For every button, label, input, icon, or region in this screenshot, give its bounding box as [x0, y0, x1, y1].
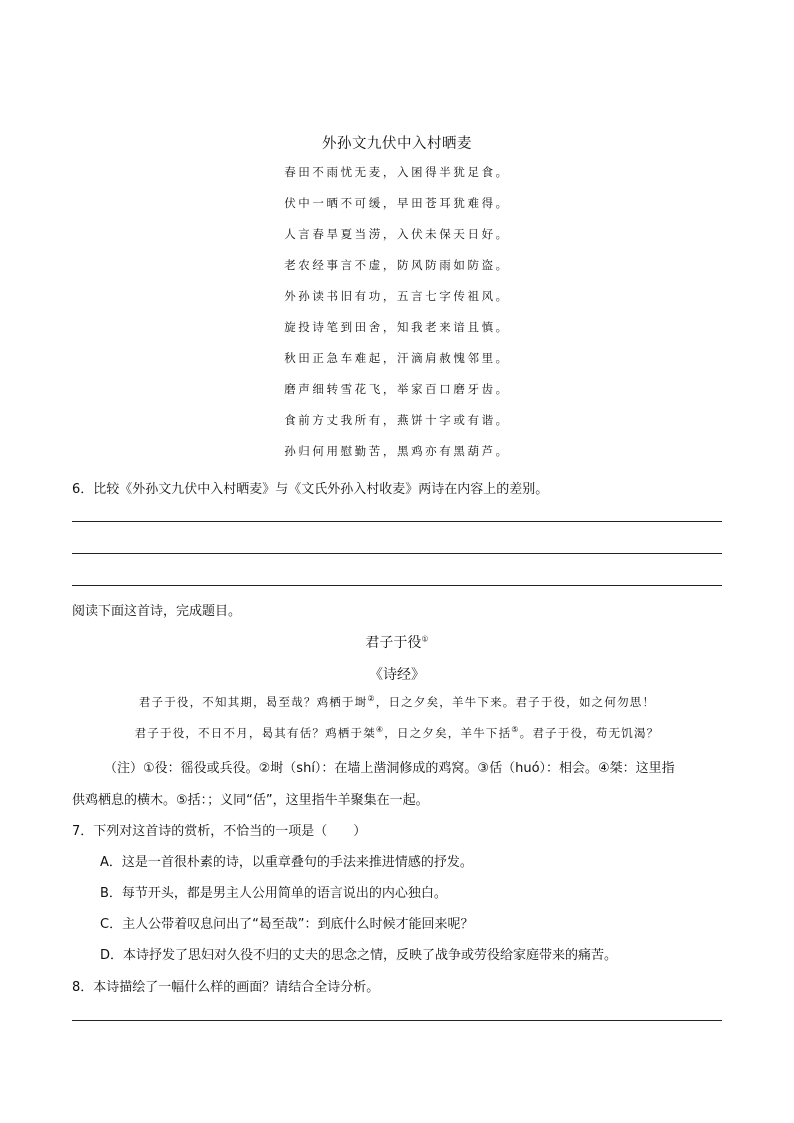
footnote-marker: ⑤ — [511, 725, 520, 735]
section-intro: 阅读下面这首诗，完成题目。 — [72, 604, 242, 619]
poem1-line: 人言春旱夏当涝，入伏未保天日好。 — [284, 227, 510, 241]
answer-line[interactable] — [72, 585, 722, 586]
poem2-source: 《诗经》 — [369, 667, 425, 683]
poem1-line: 食前方丈我所有，燕饼十字或有谐。 — [284, 413, 510, 427]
poem1-line: 伏中一晒不可缓，早田苍耳犹难得。 — [284, 196, 510, 210]
notes-line-2: 供鸡栖息的横木。⑤括：；义同“佸”，这里指牛羊聚集在一起。 — [72, 793, 429, 808]
question-6: 6．比较《外孙文九伏中入村晒麦》与《文氏外孙入村收麦》两诗在内容上的差别。 — [72, 482, 549, 497]
answer-line[interactable] — [72, 553, 722, 554]
poem2-stanza-1 — [0, 694, 794, 710]
stanza-text: ，日之夕矣，羊牛下来。君子于役，如之何勿思！ — [375, 695, 656, 709]
answer-line[interactable] — [72, 521, 722, 522]
footnote-marker: ② — [367, 694, 376, 704]
stanza-text: 君子于役，不日不月，曷其有佸？鸡栖于桀 — [134, 726, 376, 740]
option-d[interactable]: D．本诗抒发了思妇对久役不归的丈夫的思念之情，反映了战争或劳役给家庭带来的痛苦。 — [100, 948, 618, 963]
poem1-line: 孙归何用慰勤苦，黑鸡亦有黑葫芦。 — [284, 444, 510, 458]
poem1-line: 磨声细转雪花飞，举家百口磨牙齿。 — [284, 382, 510, 396]
poem1-line: 旋投诗笔到田舍，知我老来谙且慎。 — [284, 320, 510, 334]
poem2-title-text: 君子于役 — [365, 635, 422, 651]
question-8: 8．本诗描绘了一幅什么样的画面？请结合全诗分析。 — [72, 980, 380, 995]
poem1-line: 老农经事言不虚，防风防雨如防盗。 — [284, 258, 510, 272]
poem1-line: 秋田正急车难起，汗滴肩赦愧邻里。 — [284, 351, 510, 365]
question-7: 7．下列对这首诗的赏析，不恰当的一项是（ ） — [72, 824, 367, 839]
option-c[interactable]: C．主人公带着叹息问出了“曷至哉”：到底什么时候才能回来呢？ — [100, 917, 474, 932]
stanza-text: ，日之夕矣，羊牛下括 — [384, 726, 512, 740]
option-a[interactable]: A．这是一首很朴素的诗，以重章叠句的手法来推进情感的抒发。 — [100, 855, 473, 870]
footnote-marker: ④ — [375, 725, 385, 735]
poem1-line: 春田不雨忧无麦，入囷得半犹足食。 — [284, 165, 510, 179]
poem2-stanza-2 — [0, 725, 794, 741]
stanza-text: 君子于役，不知其期，曷至哉？鸡栖于埘 — [138, 695, 368, 709]
option-b[interactable]: B．每节开头，都是男主人公用简单的语言说出的内心独白。 — [100, 886, 447, 901]
poem1-title: 外孙文九伏中入村晒麦 — [322, 136, 472, 152]
stanza-text: 。君子于役，苟无饥渴？ — [519, 726, 660, 740]
answer-line[interactable] — [72, 1020, 722, 1021]
notes-line-1: （注）①役：徭役或兵役。②埘（shí）：在墙上凿洞修成的鸡窝。③佸（huó）：相会。④桀：这里指 — [104, 761, 675, 776]
footnote-marker: ① — [421, 634, 429, 644]
poem1-line: 外孙读书旧有功，五言七字传祖风。 — [284, 289, 510, 303]
poem2-title — [0, 632, 794, 652]
